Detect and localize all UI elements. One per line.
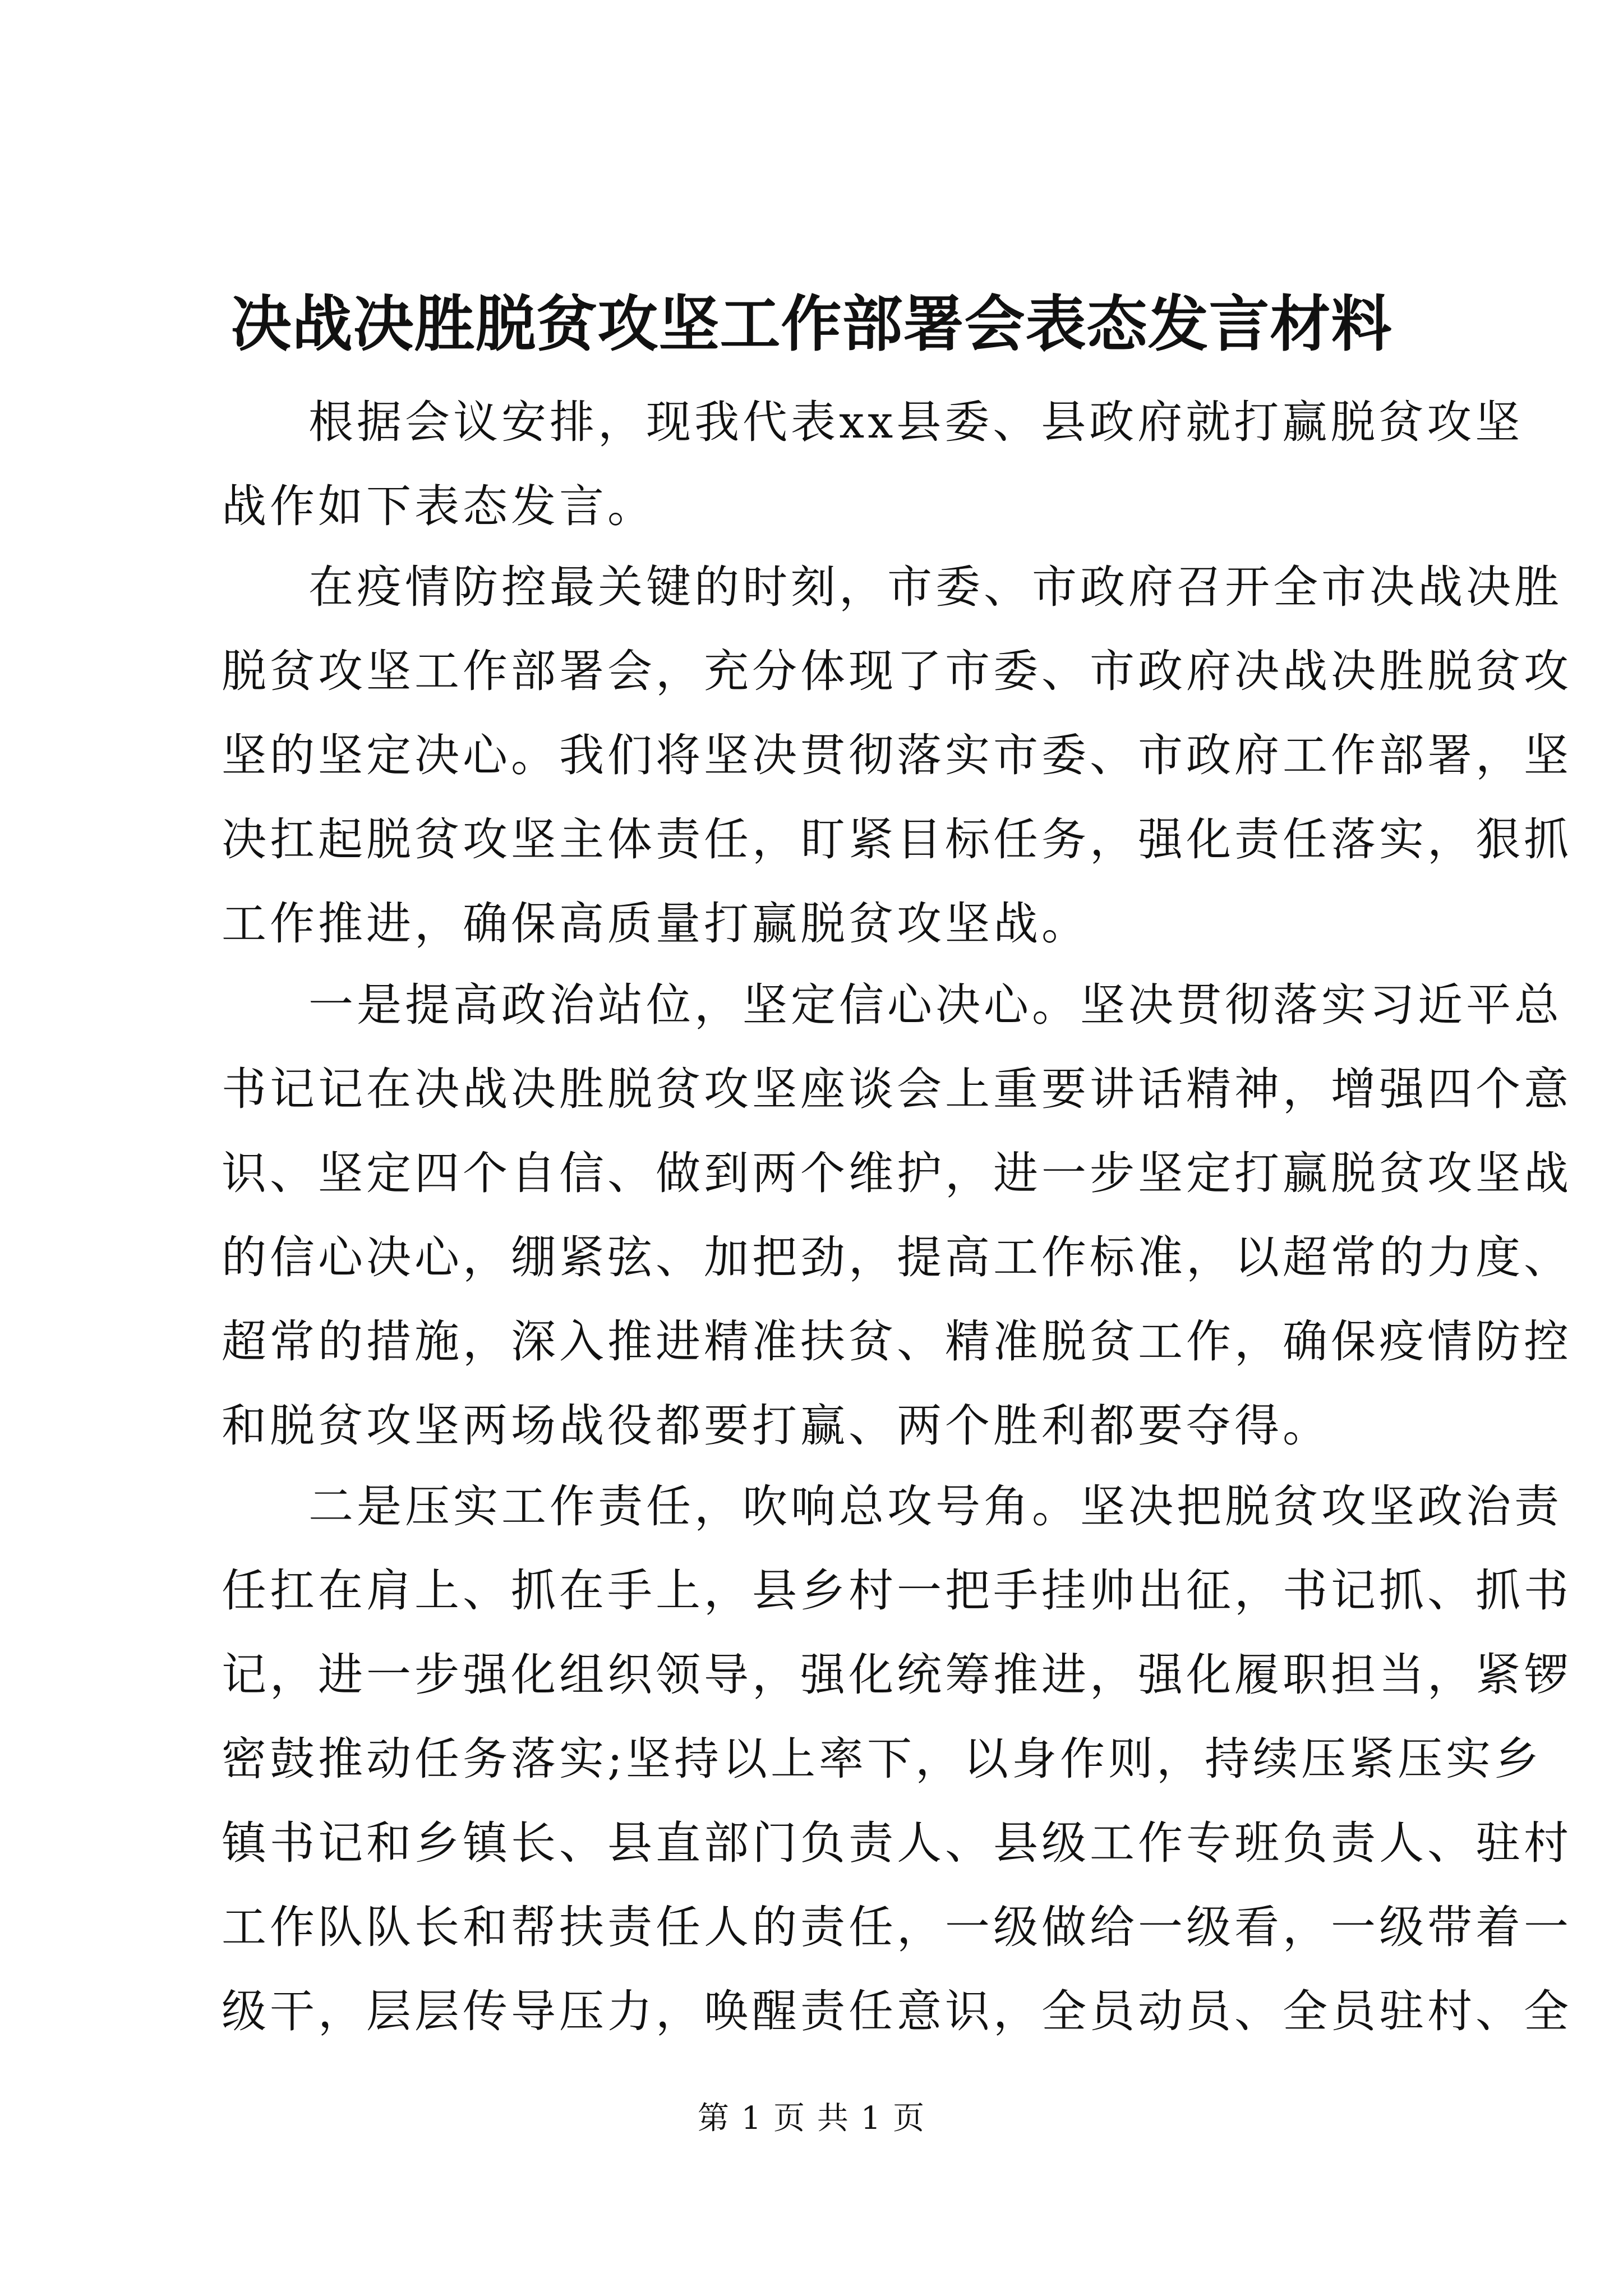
paragraph-4-line-2: 任扛在肩上、抓在手上，县乡村一把手挂帅出征，书记抓、抓书	[222, 1565, 1572, 1617]
paragraph-4-line-1: 二是压实工作责任，吹响总攻号角。坚决把脱贫攻坚政治责	[308, 1480, 1562, 1533]
paragraph-3-line-3: 识、坚定四个自信、做到两个维护，进一步坚定打赢脱贫攻坚战	[222, 1147, 1572, 1199]
paragraph-3-line-1: 一是提高政治站位，坚定信心决心。坚决贯彻落实习近平总	[308, 979, 1562, 1031]
paragraph-4-line-7: 级干，层层传导压力，唤醒责任意识，全员动员、全员驻村、全	[222, 1985, 1572, 2037]
paragraph-4-line-3: 记，进一步强化组织领导，强化统筹推进，强化履职担当，紧锣	[222, 1649, 1572, 1701]
paragraph-2-line-3: 坚的坚定决心。我们将坚决贯彻落实市委、市政府工作部署，坚	[222, 729, 1572, 781]
paragraph-1-line-2: 战作如下表态发言。	[222, 480, 656, 532]
paragraph-2-line-2: 脱贫攻坚工作部署会，充分体现了市委、市政府决战决胜脱贫攻	[222, 645, 1572, 697]
paragraph-4-line-6: 工作队队长和帮扶责任人的责任，一级做给一级看，一级带着一	[222, 1901, 1572, 1953]
document-title: 决战决胜脱贫攻坚工作部署会表态发言材料	[230, 289, 1393, 360]
paragraph-2-line-5: 工作推进，确保高质量打赢脱贫攻坚战。	[222, 898, 1090, 950]
paragraph-3-line-5: 超常的措施，深入推进精准扶贫、精准脱贫工作，确保疫情防控	[222, 1315, 1572, 1368]
paragraph-2-line-4: 决扛起脱贫攻坚主体责任，盯紧目标任务，强化责任落实，狠抓	[222, 813, 1572, 866]
paragraph-4-line-5: 镇书记和乡镇长、县直部门负责人、县级工作专班负责人、驻村	[222, 1817, 1572, 1869]
paragraph-4-line-4: 密鼓推动任务落实;坚持以上率下，以身作则，持续压紧压实乡	[222, 1733, 1542, 1785]
paragraph-1-line-1: 根据会议安排，现我代表xx县委、县政府就打赢脱贫攻坚	[308, 396, 1524, 448]
paragraph-3-line-2: 书记记在决战决胜脱贫攻坚座谈会上重要讲话精神，增强四个意	[222, 1063, 1572, 1115]
paragraph-3-line-4: 的信心决心，绷紧弦、加把劲，提高工作标准，以超常的力度、	[222, 1231, 1572, 1283]
paragraph-3-line-6: 和脱贫攻坚两场战役都要打赢、两个胜利都要夺得。	[222, 1400, 1331, 1452]
page-footer: 第 1 页 共 1 页	[697, 2100, 926, 2137]
paragraph-2-line-1: 在疫情防控最关键的时刻，市委、市政府召开全市决战决胜	[308, 561, 1562, 613]
